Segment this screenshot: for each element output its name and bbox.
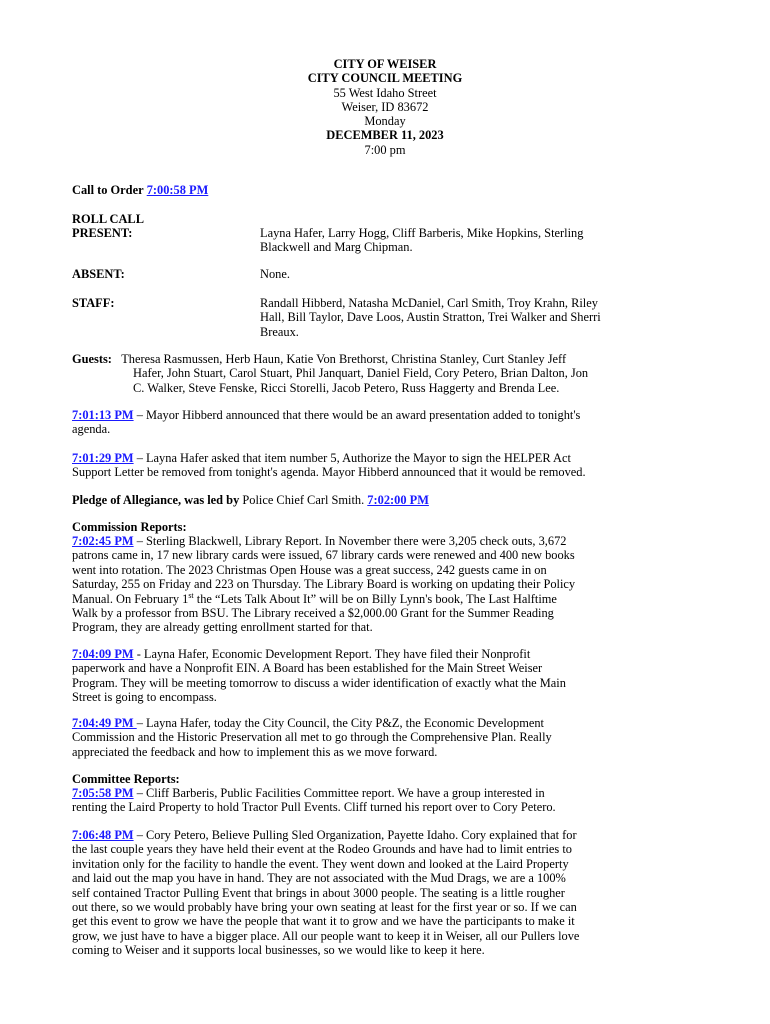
pledge-text: Police Chief Carl Smith. [239,493,368,507]
entry-text: – Cliff Barberis, Public Facilities Committee report. We have a group interested in [133,786,545,800]
absent-label: ABSENT: [72,267,125,281]
timestamp-link[interactable]: 7:05:58 PM [72,786,134,800]
ordinal-suffix: st [188,590,194,600]
staff-line: Breaux. [260,324,299,339]
entry-comprehensive-plan [72,716,702,759]
pledge-label: Pledge of Allegiance, was led by [72,493,240,507]
entry-text: – Cory Petero, Believe Pulling Sled Organization, Payette Idaho. Cory explained that for [133,828,577,842]
entry-line [72,592,702,606]
entry-text: – Layna Hafer asked that item number 5, Authorize the Mayor to sign the HELPER Act [133,451,571,465]
timestamp-link[interactable]: 7:06:48 PM [72,828,134,842]
timestamp-link[interactable]: 7:02:45 PM [72,534,134,548]
timestamp-link[interactable]: 7:01:13 PM [72,408,134,422]
entry-line [72,534,702,548]
entry-public-facilities [72,786,702,815]
entry-line: patrons came in, 17 new library cards were issued, 67 library cards were renewed and 400 new books [72,548,575,563]
committee-reports-title: Committee Reports: [72,772,180,786]
present-label: PRESENT: [72,226,133,240]
meeting-title: CITY COUNCIL MEETING [307,71,463,86]
entry-award-presentation [72,408,702,437]
present-list [260,226,700,255]
entry-library-report [72,534,702,635]
entry-text: Manual. On February 1 [72,591,189,606]
present-line: Blackwell and Marg Chipman. [260,240,413,255]
guests-line: Theresa Rasmussen, Herb Haun, Katie Von Brethorst, Christina Stanley, Curt Stanley Jeff [121,352,567,366]
entry-line: self contained Tractor Pulling Event that brings in about 3000 people. The seating is a little rougher [72,885,565,900]
staff-list [260,296,700,339]
staff-line: Hall, Bill Taylor, Dave Loos, Austin Stratton, Trei Walker and Sherri [260,310,601,325]
entry-line: appreciated the feedback and how to implement this as we move forward. [72,744,438,759]
entry-line [72,786,702,800]
entry-line: Saturday, 255 on Friday and 223 on Thursday. The Library Board is working on updating their Policy [72,577,576,592]
entry-economic-development [72,647,702,705]
entry-line: Commission and the Historic Preservation all met to go through the Comprehensive Plan. Really [72,730,552,745]
entry-line: Program, they are already getting enrollment started for that. [72,620,373,635]
entry-line: get this event to grow we have the people that want it to grow and we have the participants to make it [72,914,575,929]
staff-line: Randall Hibberd, Natasha McDaniel, Carl Smith, Troy Krahn, Riley [260,296,598,310]
entry-line [72,828,702,842]
timestamp-link[interactable]: 7:04:49 PM [72,716,137,730]
entry-line [72,647,702,661]
meeting-weekday: Monday [364,114,406,129]
absent-value: None. [260,267,290,281]
entry-text: - Layna Hafer, Economic Development Report. They have filed their Nonprofit [133,647,531,661]
guests-section [72,352,697,395]
entry-line: went into rotation. The 2023 Christmas Open House was a great success, 242 guests came in on [72,562,547,577]
entry-line: out there, so we would probably have bring your own seating at least for the first year or so. If we can [72,900,577,915]
entry-line [72,408,702,422]
call-to-order-label: Call to Order [72,183,144,197]
timestamp-link[interactable]: 7:04:09 PM [72,647,134,661]
guests-line: Hafer, John Stuart, Carol Stuart, Phil Janquart, Daniel Field, Cory Petero, Brian Dalton, Jon [133,366,589,381]
street-address: 55 West Idaho Street [333,85,437,100]
call-to-order-timestamp-link[interactable]: 7:00:58 PM [146,183,209,197]
entry-text: – Mayor Hibberd announced that there would be an award presentation added to tonight's [133,408,581,422]
roll-call-title: ROLL CALL [72,212,144,226]
guests-line-1 [72,352,697,366]
staff-label: STAFF: [72,296,115,310]
guests-label: Guests: [72,352,112,366]
entry-line: Walk by a professor from BSU. The Library received a $2,000.00 Grant for the Summer Reading [72,606,554,621]
timestamp-link[interactable]: 7:01:29 PM [72,451,134,465]
meeting-time: 7:00 pm [364,142,406,157]
timestamp-link[interactable]: 7:02:00 PM [367,493,429,507]
entry-tractor-pull [72,828,702,958]
meeting-date: DECEMBER 11, 2023 [326,128,444,143]
city-state-zip: Weiser, ID 83672 [341,99,429,114]
entry-line: paperwork and have a Nonprofit EIN. A Board has been established for the Main Street Weiser [72,661,543,676]
present-line: Layna Hafer, Larry Hogg, Cliff Barberis, Mike Hopkins, Sterling [260,226,584,240]
commission-reports-title: Commission Reports: [72,520,187,534]
entry-text: – Layna Hafer, today the City Council, the City P&Z, the Economic Development [136,716,544,730]
entry-line: renting the Laird Property to hold Tractor Pull Events. Cliff turned his report over to Cory Petero. [72,800,556,815]
entry-line [72,451,702,465]
entry-line: invitation only for the facility to handle the event. They went down and looked at the Laird Property [72,856,569,871]
document-header [0,57,770,157]
entry-line: the last couple years they have held their event at the Rodeo Grounds and have had to limit entries to [72,842,572,857]
entry-line [72,716,702,730]
entry-line: and laid out the map you have in hand. They are not associated with the Mud Drags, we are a 100% [72,871,566,886]
city-name: CITY OF WEISER [333,57,437,71]
entry-helper-act [72,451,702,480]
call-to-order [72,183,702,197]
entry-line: Support Letter be removed from tonight's agenda. Mayor Hibberd announced that it would be removed. [72,465,586,480]
entry-line: agenda. [72,422,111,437]
entry-line: coming to Weiser and it supports local businesses, so we would like to keep it here. [72,943,485,958]
entry-line: grow, we just have to have a bigger place. All our people want to keep it in Weiser, all our Pullers love [72,928,580,943]
guests-line: C. Walker, Steve Fenske, Ricci Storelli, Jacob Petero, Russ Haggerty and Brenda Lee. [133,380,560,395]
entry-text: – Sterling Blackwell, Library Report. In November there were 3,205 check outs, 3,672 [133,534,567,548]
pledge-of-allegiance [72,493,702,507]
entry-text: the “Lets Talk About It” will be on Billy Lynn's book, The Last Halftime [193,591,557,606]
entry-line: Program. They will be meeting tomorrow to discuss a wider identification of exactly what the Main [72,675,566,690]
entry-line: Street is going to encompass. [72,690,217,705]
